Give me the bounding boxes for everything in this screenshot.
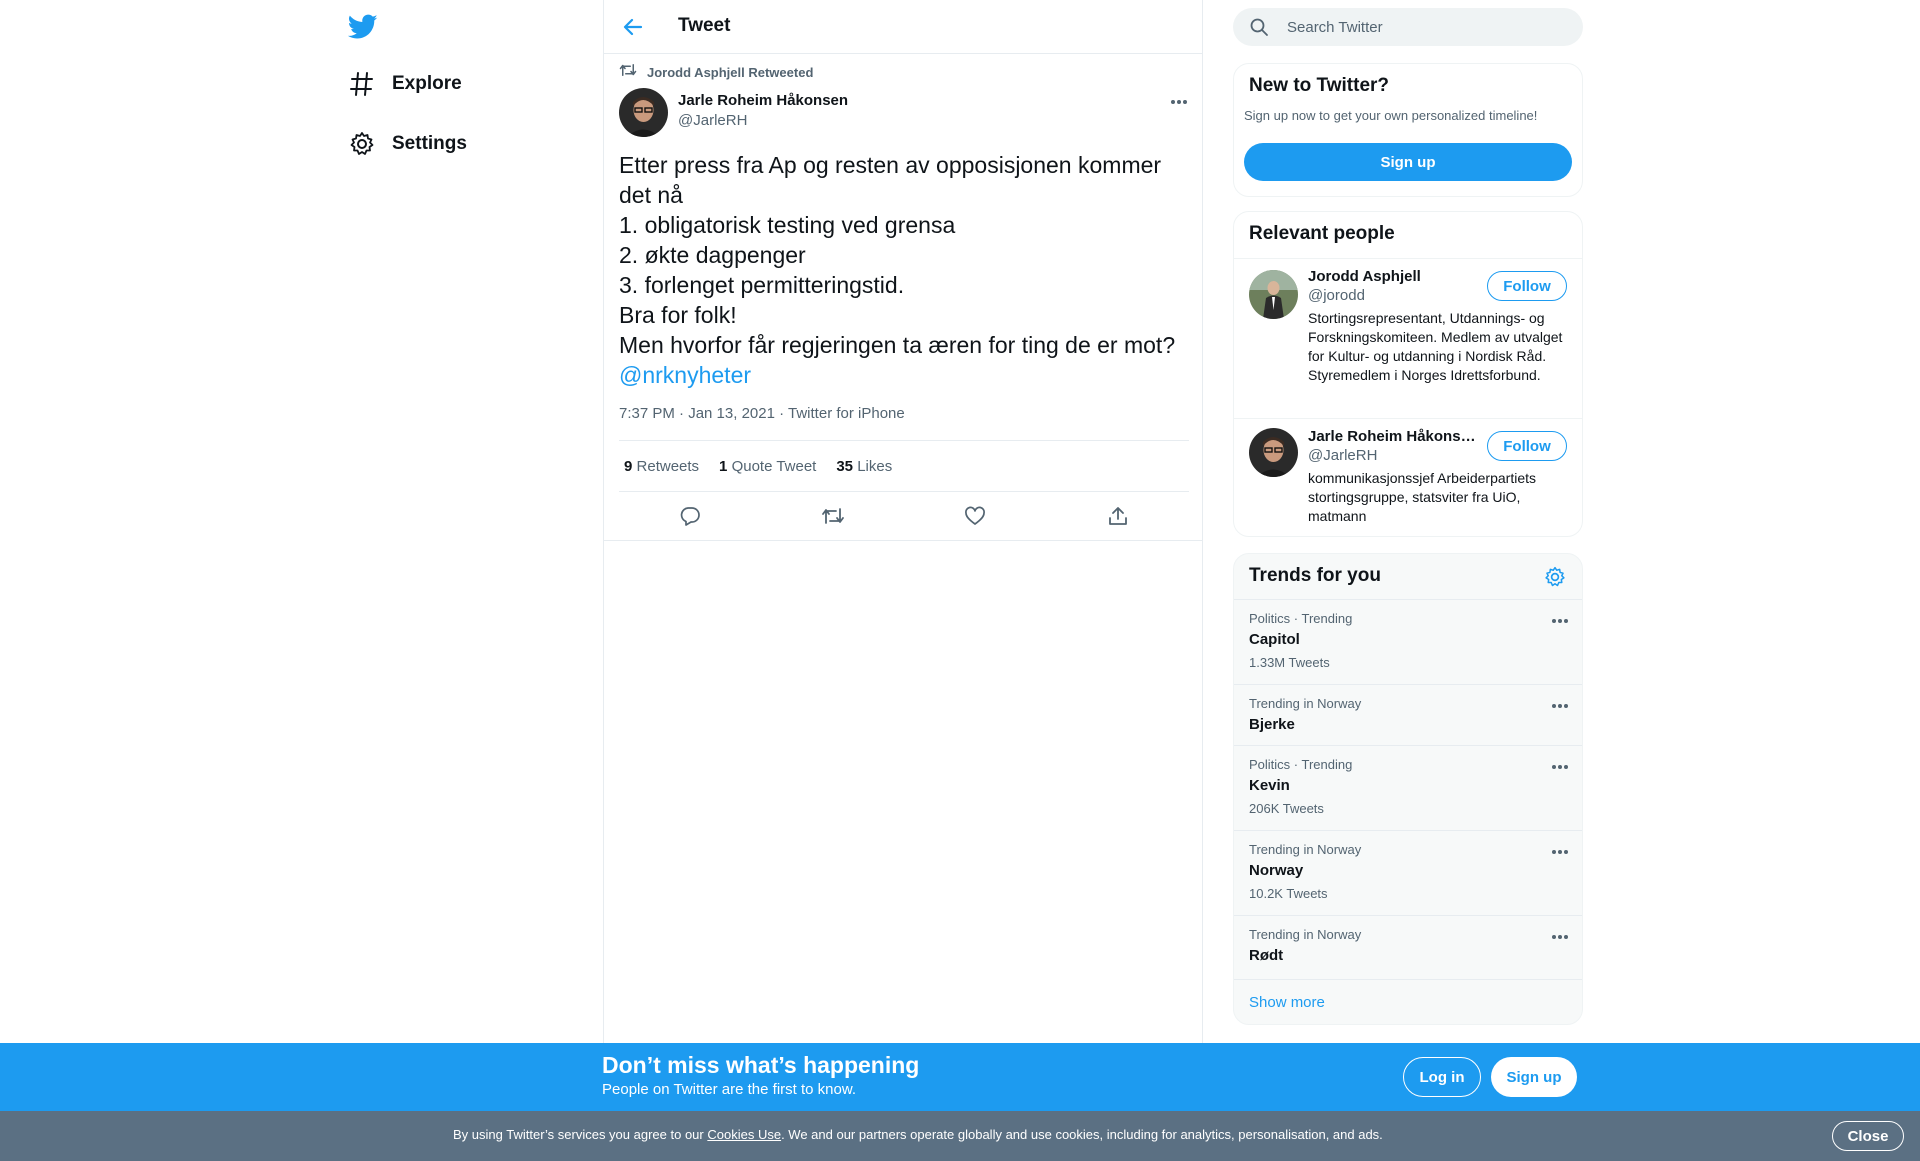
cookie-close-button[interactable]: Close <box>1832 1121 1904 1151</box>
tweet-line: Etter press fra Ap og resten av opposisjonen kommer det nå <box>619 152 1162 208</box>
gear-icon <box>348 130 376 158</box>
trend-context: Trending in Norway <box>1249 842 1362 857</box>
cookie-bar <box>0 1111 1920 1161</box>
page-title: Tweet <box>678 15 731 36</box>
person-bio: kommunikasjonssjef Arbeiderpartiets stortingsgruppe, statsviter fra UiO, matmann <box>1308 470 1536 524</box>
relevant-people-card <box>1233 211 1583 537</box>
person-name[interactable]: Jorodd Asphjell <box>1308 268 1421 285</box>
new-to-twitter-subtitle: Sign up now to get your own personalized timeline! <box>1244 108 1538 123</box>
quotes-label: Quote Tweet <box>731 457 817 475</box>
trend-context: Politics · Trending <box>1249 611 1353 626</box>
retweet-icon[interactable] <box>815 498 851 534</box>
tweet-source[interactable]: Twitter for iPhone <box>788 405 905 422</box>
sidebar-signup-button[interactable]: Sign up <box>1244 143 1572 181</box>
tweet-actions <box>619 493 1189 539</box>
search-icon <box>1249 17 1269 37</box>
cookie-prefix: By using Twitter’s services you agree to our <box>453 1127 708 1142</box>
retweet-context <box>619 62 813 83</box>
trend-name: Capitol <box>1249 631 1300 648</box>
trend-item[interactable] <box>1234 599 1583 684</box>
trend-more-icon[interactable] <box>1548 698 1572 714</box>
tweet-column <box>603 0 1203 1043</box>
trend-count: 1.33M Tweets <box>1249 655 1330 670</box>
new-to-twitter-card <box>1233 63 1583 197</box>
nav-label-explore: Explore <box>392 73 462 94</box>
retweeted-by-label[interactable]: Jorodd Asphjell Retweeted <box>647 65 814 80</box>
trend-item[interactable] <box>1234 745 1583 830</box>
trend-more-icon[interactable] <box>1548 759 1572 775</box>
trend-count: 206K Tweets <box>1249 801 1324 816</box>
tweet-stats <box>619 440 1189 492</box>
tweet-line: Bra for folk! <box>619 302 737 328</box>
person-bio: Stortingsrepresentant, Utdannings- og Forskningskomiteen. Medlem av utvalget for Kultur- og utdanning i Nordisk Råd. Styremedlem i Norges Idrettsforbund. <box>1308 310 1563 383</box>
trend-name: Norway <box>1249 862 1304 879</box>
trend-name: Rødt <box>1249 947 1284 964</box>
trend-name: Bjerke <box>1249 716 1295 733</box>
like-icon[interactable] <box>957 498 993 534</box>
author-handle[interactable]: @JarleRH <box>678 112 748 129</box>
trend-item[interactable] <box>1234 915 1583 979</box>
tweet-meta <box>619 405 905 422</box>
person-avatar[interactable] <box>1249 270 1298 319</box>
trend-context: Trending in Norway <box>1249 696 1362 711</box>
trends-settings-gear-icon[interactable] <box>1544 566 1568 590</box>
trend-item[interactable] <box>1234 684 1583 745</box>
trends-card <box>1233 553 1583 1025</box>
tweet-header <box>604 0 1202 54</box>
tweet-text <box>619 150 1189 390</box>
trend-more-icon[interactable] <box>1548 613 1572 629</box>
mention-link[interactable]: @nrknyheter <box>619 362 752 388</box>
trends-title: Trends for you <box>1249 565 1381 586</box>
more-options-icon[interactable] <box>1167 94 1191 110</box>
trend-count: 10.2K Tweets <box>1249 886 1328 901</box>
person-handle[interactable]: @jorodd <box>1308 287 1365 304</box>
back-arrow-icon[interactable] <box>618 12 648 42</box>
retweets-label: Retweets <box>636 457 700 475</box>
search-box[interactable] <box>1233 8 1583 46</box>
trend-item[interactable] <box>1234 830 1583 915</box>
reply-icon[interactable] <box>672 498 708 534</box>
likes-count: 35 <box>836 457 854 475</box>
author-name[interactable]: Jarle Roheim Håkonsen <box>678 92 849 109</box>
retweets-stat[interactable] <box>624 458 699 475</box>
author-avatar[interactable] <box>619 88 668 137</box>
cookie-text <box>453 1127 1383 1142</box>
relevant-people-title: Relevant people <box>1249 223 1395 244</box>
hashtag-icon <box>348 70 376 98</box>
quotes-count: 1 <box>719 457 728 475</box>
trend-more-icon[interactable] <box>1548 929 1572 945</box>
quotes-stat[interactable] <box>719 458 816 475</box>
meta-separator: · <box>779 405 785 422</box>
banner-subline: People on Twitter are the first to know. <box>602 1081 857 1098</box>
nav-item-settings[interactable] <box>348 122 467 166</box>
author-block <box>678 92 848 129</box>
tweet-timestamp[interactable]: 7:37 PM · Jan 13, 2021 <box>619 405 775 422</box>
person-item[interactable] <box>1234 258 1583 418</box>
cookies-use-link[interactable]: Cookies Use <box>707 1127 782 1142</box>
show-more-row <box>1234 979 1583 1025</box>
twitter-bird-icon[interactable] <box>348 10 388 44</box>
retweet-small-icon <box>619 62 637 83</box>
trend-context: Trending in Norway <box>1249 927 1362 942</box>
retweets-count: 9 <box>624 457 633 475</box>
show-more-link[interactable]: Show more <box>1249 994 1325 1011</box>
share-icon[interactable] <box>1100 498 1136 534</box>
follow-button[interactable]: Follow <box>1487 431 1567 461</box>
banner-signup-button[interactable]: Sign up <box>1491 1057 1577 1097</box>
follow-button[interactable]: Follow <box>1487 271 1567 301</box>
trend-name: Kevin <box>1249 777 1290 794</box>
nav-label-settings: Settings <box>392 133 467 154</box>
tweet-line: 2. økte dagpenger <box>619 242 806 268</box>
login-button[interactable]: Log in <box>1403 1057 1481 1097</box>
person-handle[interactable]: @JarleRH <box>1308 447 1378 464</box>
nav-item-explore[interactable] <box>348 62 462 106</box>
new-to-twitter-title: New to Twitter? <box>1249 75 1390 96</box>
tweet-line: Men hvorfor får regjeringen ta æren for ting de er mot? <box>619 332 1176 358</box>
divider <box>604 540 1202 541</box>
signup-banner <box>0 1043 1920 1111</box>
tweet-line: 1. obligatorisk testing ved grensa <box>619 212 956 238</box>
banner-headline: Don’t miss what’s happening <box>602 1052 920 1078</box>
person-name[interactable]: Jarle Roheim Håkonsen <box>1308 428 1478 445</box>
person-item[interactable] <box>1234 418 1583 537</box>
trend-more-icon[interactable] <box>1548 844 1572 860</box>
tweet-line: 3. forlenget permitteringstid. <box>619 272 905 298</box>
likes-stat[interactable] <box>836 458 892 475</box>
likes-label: Likes <box>857 457 893 475</box>
person-avatar[interactable] <box>1249 428 1298 477</box>
cookie-suffix: . We and our partners operate globally and use cookies, including for analytics, personalisation, and ads. <box>781 1127 1383 1142</box>
search-input[interactable] <box>1287 19 1567 36</box>
trend-context: Politics · Trending <box>1249 757 1353 772</box>
